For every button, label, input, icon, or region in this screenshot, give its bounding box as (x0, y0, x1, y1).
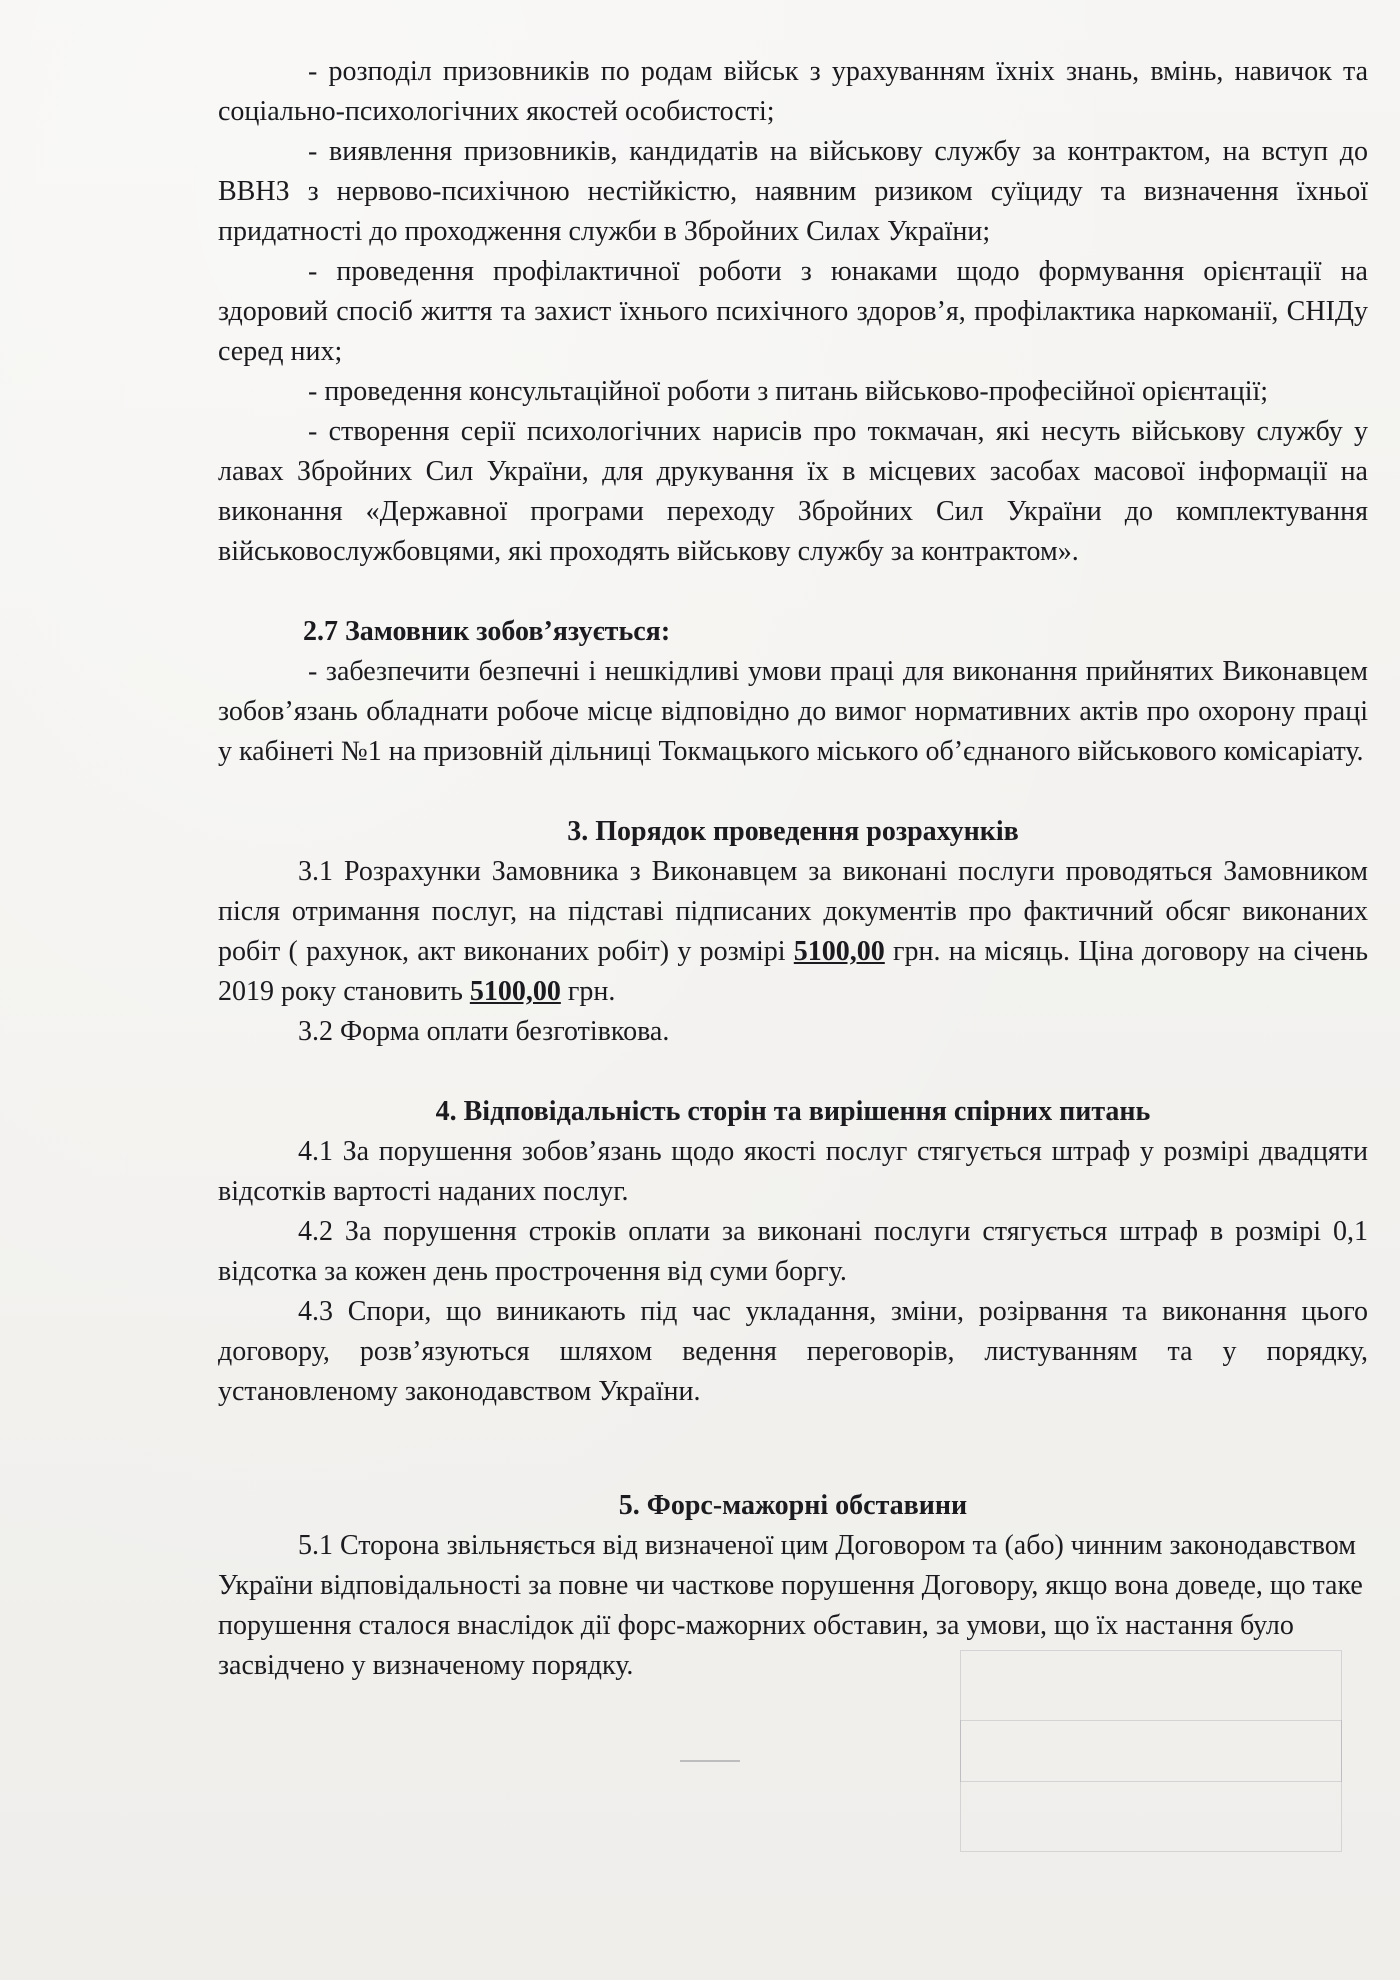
section-4-2-text: 4.2 За порушення строків оплати за виконані послуги стягується штраф в розмірі 0,1 відсотка за кожен день прострочення від суми боргу. (218, 1216, 1368, 1287)
bleed-through-table-row (960, 1720, 1342, 1782)
spacer (218, 1412, 1368, 1452)
section-5-heading: 5. Форс-мажорні обставини (618, 1490, 968, 1521)
duty-item-screening: - виявлення призовників, кандидатів на військову службу за контрактом, на вступ до ВВНЗ з нервово-психічною нестійкістю, наявним ризиком суїциду та визначення їхньої придатності до проходження служби в Збройних Силах України; (218, 136, 1368, 247)
spacer (218, 572, 1368, 612)
section-2-7-heading: 2.7 Замовник зобов’язується: (303, 616, 671, 647)
section-3-1-start: 3.1 Розрахунки Замовника з Виконавцем за виконані послуги проводяться Замовником після отримання послуг, на підставі підписаних документів про фактичний обсяг виконаних робіт ( рахунок, акт виконаних робіт) у розмірі (218, 856, 1368, 967)
section-3-heading: 3. Порядок проведення розрахунків (567, 816, 1019, 847)
section-3-2-text: 3.2 Форма оплати безготівкова. (298, 1016, 670, 1047)
amount-monthly: 5100,00 (793, 936, 885, 967)
section-3-1-text (218, 852, 1368, 1012)
amount-contract-price: 5100,00 (469, 976, 561, 1007)
duty-item-essays: - створення серії психологічних нарисів про токмачан, які несуть військову службу у лавах Збройних Сил України, для друкування їх в місцевих засобах масової інформації на виконання «Державної програми переходу Збройних Сил України до комплектування військовослужбовцями, які проходять військову службу за контрактом». (218, 416, 1368, 567)
section-4-3-text: 4.3 Спори, що виникають під час укладання, зміни, розірвання та виконання цього договору, розв’язуються шляхом ведення переговорів, листуванням та у порядку, установленому законодавством України. (218, 1296, 1368, 1407)
duty-item-prevention: - проведення профілактичної роботи з юнаками щодо формування орієнтації на здоровий спосіб життя та захист їхнього психічного здоров’я, профілактика наркоманії, СНІДу серед них; (218, 256, 1368, 367)
duty-item-consulting: - проведення консультаційної роботи з питань військово-професійної орієнтації; (308, 376, 1269, 407)
section-4-heading: 4. Відповідальність сторін та вирішення спірних питань (435, 1096, 1151, 1127)
section-4-1-text: 4.1 За порушення зобов’язань щодо якості послуг стягується штраф у розмірі двадцяти відсотків вартості наданих послуг. (218, 1136, 1368, 1207)
section-2-7-text: - забезпечити безпечні і нешкідливі умови праці для виконання прийнятих Виконавцем зобов’язань обладнати робоче місце відповідно до вимог нормативних актів про охорону праці у кабінеті №1 на призовній дільниці Токмацького міського об’єднаного військового комісаріату. (218, 656, 1368, 767)
spacer (218, 1452, 1368, 1486)
section-3-1-mid: грн. на місяць. Ціна договору на січень 2019 року становить (218, 936, 1368, 1007)
spacer (218, 1052, 1368, 1092)
section-5-1-text: 5.1 Сторона звільняється від визначеної цим Договором та (або) чинним законодавством України відповідальності за повне чи часткове порушення Договору, якщо вона доведе, що таке порушення сталося внаслідок дії форс-мажорних обставин, за умови, що їх настання було засвідчено у визначеному порядку. (218, 1530, 1363, 1681)
spacer (218, 772, 1368, 812)
section-3-1-end: грн. (560, 976, 616, 1007)
document-body (218, 52, 1368, 1686)
bleed-through-dash (680, 1760, 740, 1762)
duty-item-distribution: - розподіл призовників по родам військ з урахуванням їхніх знань, вмінь, навичок та соціально-психологічних якостей особистості; (218, 56, 1368, 127)
